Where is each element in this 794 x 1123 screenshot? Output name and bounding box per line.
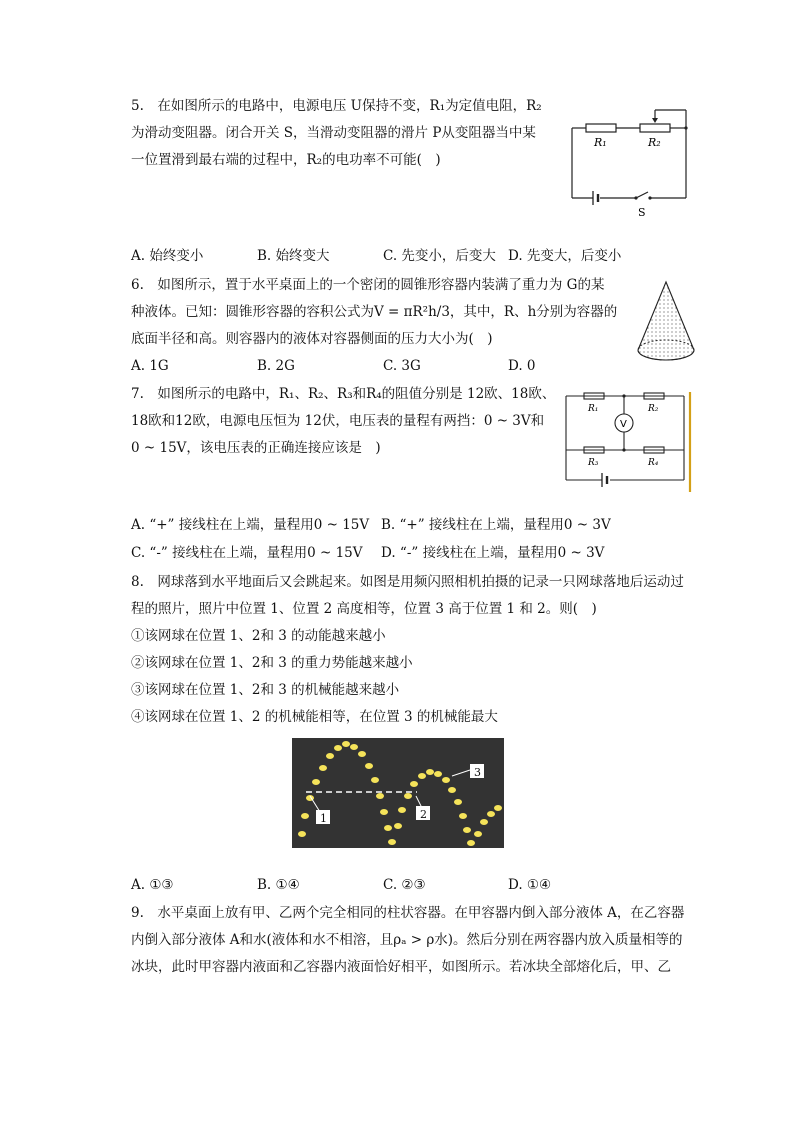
q6-option-a: A. 1G xyxy=(131,358,169,374)
q5-circuit-diagram xyxy=(560,100,700,220)
q7-label-r3: R₃ xyxy=(588,458,599,468)
q6-line-1: 6. 如图所示，置于水平桌面上的一个密闭的圆锥形容器内装满了重力为 G的某 xyxy=(131,277,605,293)
q5-option-c: C. 先变小，后变大 xyxy=(383,248,496,264)
q5-option-d: D. 先变大，后变小 xyxy=(508,248,622,264)
q8-statement-2: ②该网球在位置 1、2和 3 的重力势能越来越小 xyxy=(131,655,413,671)
q6-option-b: B. 2G xyxy=(257,358,295,374)
q6-option-d: D. 0 xyxy=(508,358,536,374)
q8-label-position-3: 3 xyxy=(474,766,481,779)
q7-option-a: A. “+” 接线柱在上端，量程用0 ~ 15V xyxy=(131,517,370,533)
q8-option-a: A. ①③ xyxy=(131,877,174,893)
q8-tennis-ball-photo xyxy=(292,738,504,848)
q8-statement-1: ①该网球在位置 1、2和 3 的动能越来越小 xyxy=(131,628,386,644)
q7-bridge-circuit xyxy=(558,388,698,496)
q6-line-2: 种液体。已知：圆锥形容器的容积公式为V = πR²h/3，其中，R、h分别为容器的 xyxy=(131,304,618,320)
q5-option-a: A. 始终变小 xyxy=(131,248,204,264)
q8-label-position-1: 1 xyxy=(320,812,327,825)
q8-line-2: 程的照片，照片中位置 1、位置 2 高度相等，位置 3 高于位置 1 和 2。则( ) xyxy=(131,601,597,617)
q6-option-c: C. 3G xyxy=(383,358,421,374)
q5-line-3: 一位置滑到最右端的过程中，R₂的电功率不可能( ) xyxy=(131,152,441,168)
q8-line-1: 8. 网球落到水平地面后又会跳起来。如图是用频闪照相机拍摄的记录一只网球落地后运动过 xyxy=(131,574,684,590)
q7-line-3: 0 ~ 15V，该电压表的正确连接应该是 ) xyxy=(131,440,381,456)
q7-label-voltmeter: V xyxy=(620,419,627,430)
q7-label-r2: R₂ xyxy=(648,404,659,414)
q5-option-b: B. 始终变大 xyxy=(257,248,330,264)
q8-option-b: B. ①④ xyxy=(257,877,300,893)
q7-line-2: 18欧和12欧，电源电压恒为 12伏，电压表的量程有两挡：0 ~ 3V和 xyxy=(131,413,545,429)
q9-line-1: 9. 水平桌面上放有甲、乙两个完全相同的柱状容器。在甲容器内倒入部分液体 A，在乙容器 xyxy=(131,905,685,921)
q7-option-d: D. “-” 接线柱在上端，量程用0 ~ 3V xyxy=(381,545,605,561)
q8-label-position-2: 2 xyxy=(420,808,427,821)
q5-label-r2: R₂ xyxy=(648,136,661,149)
q6-line-3: 底面半径和高。则容器内的液体对容器侧面的压力大小为( ) xyxy=(131,331,493,347)
q5-label-r1: R₁ xyxy=(594,136,607,149)
q5-line-1: 5. 在如图所示的电路中，电源电压 U保持不变，R₁为定值电阻，R₂ xyxy=(131,98,542,114)
q8-option-d: D. ①④ xyxy=(508,877,552,893)
q9-line-3: 冰块，此时甲容器内液面和乙容器内液面恰好相平，如图所示。若冰块全部熔化后，甲、乙 xyxy=(131,959,671,975)
q7-label-r4: R₄ xyxy=(648,458,659,468)
q7-option-b: B. “+” 接线柱在上端，量程用0 ~ 3V xyxy=(381,517,611,533)
q6-cone-figure xyxy=(630,278,702,370)
q8-statement-4: ④该网球在位置 1、2 的机械能相等，在位置 3 的机械能最大 xyxy=(131,709,498,725)
q8-option-c: C. ②③ xyxy=(383,877,426,893)
q9-line-2: 内倒入部分液体 A和水(液体和水不相溶，且ρₐ > ρ水)。然后分别在两容器内放入质量相等的 xyxy=(131,932,683,948)
q7-option-c: C. “-” 接线柱在上端，量程用0 ~ 15V xyxy=(131,545,363,561)
q7-label-r1: R₁ xyxy=(588,404,599,414)
q5-label-s: S xyxy=(638,206,646,219)
q5-line-2: 为滑动变阻器。闭合开关 S，当滑动变阻器的滑片 P从变阻器当中某 xyxy=(131,125,536,141)
q7-line-1: 7. 如图所示的电路中，R₁、R₂、R₃和R₄的阻值分别是 12欧、18欧、 xyxy=(131,386,556,402)
q8-statement-3: ③该网球在位置 1、2和 3 的机械能越来越小 xyxy=(131,682,400,698)
